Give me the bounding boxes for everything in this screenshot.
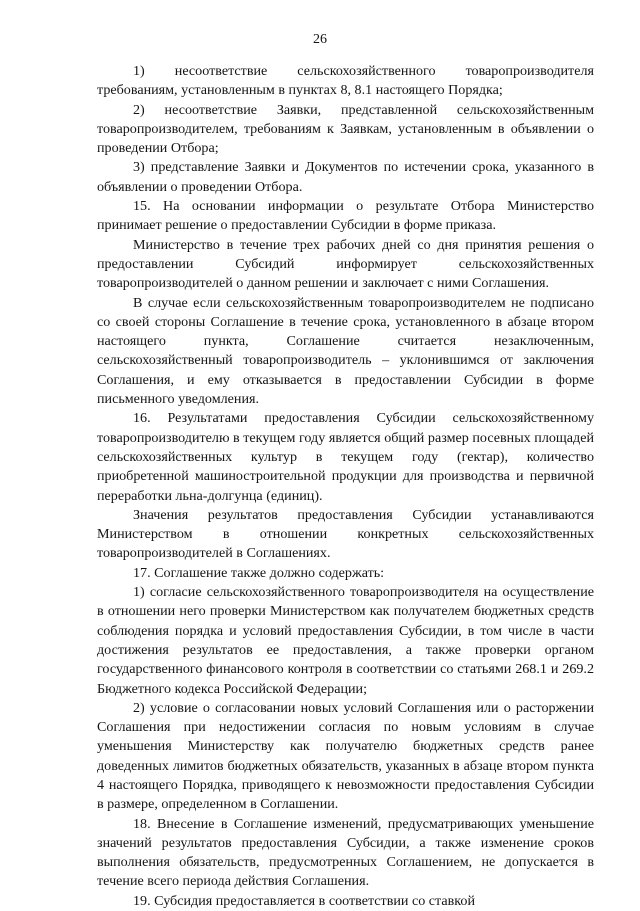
paragraph-item-16: 16. Результатами предоставления Субсидии сельскохозяйственному товаропроизводителю в текущем году является общий размер посевных площадей сельскохозяйственных культур в текущем году (гектар), количество приобретенной машиностроительной продукции для производства и первичной переработки льна-долгунца (единиц). (97, 410, 594, 504)
paragraph-item-19: 19. Субсидия предоставляется в соответствии со ставкой (133, 892, 476, 909)
paragraph-condition: 2) условие о согласовании новых условий Соглашения или о расторжении Соглашения при недостижении согласия по новым условиям в случае уменьшения Министерству как получателю бюджетных средств ранее доведенных лимитов бюджетных обязательств, указанных в абзаце втором пункта 4 настоящего Порядка, приводящего к невозможности предоставления Субсидии в размере, определенном в Соглашении. (97, 699, 594, 813)
paragraph-item-15: 15. На основании информации о результате Отбора Министерство принимает решение о предоставлении Субсидии в форме приказа. (97, 198, 594, 234)
paragraph-item-18: 18. Внесение в Соглашение изменений, предусматривающих уменьшение значений результатов предоставления Субсидии, а также изменение сроков выполнения обязательств, предусмотренных Соглашением, не допускается в течение всего периода действия Соглашения. (97, 815, 594, 890)
paragraph-reason-1: 1) несоответствие сельскохозяйственного товаропроизводителя требованиям, установленным в пунктах 8, 8.1 настоящего Порядка; (97, 63, 594, 99)
paragraph-reason-2: 2) несоответствие Заявки, представленной сельскохозяйственным товаропроизводителем, требованиям к Заявкам, установленным в объявлении о проведении Отбора; (97, 101, 594, 157)
page-number: 26 (313, 32, 327, 47)
paragraph-ministry-decision: Министерство в течение трех рабочих дней со дня принятия решения о предоставлении Субсидий информирует сельскохозяйственных товаропроизводителей о данном решении и заключает с ними Соглашения. (97, 236, 594, 292)
paragraph-result-values: Значения результатов предоставления Субсидии устанавливаются Министерством в отношении конкретных сельскохозяйственных товаропроизводителей в Соглашениях. (97, 506, 594, 562)
paragraph-consent: 1) согласие сельскохозяйственного товаропроизводителя на осуществление в отношении него проверки Министерством как получателем бюджетных средств соблюдения порядка и условий предоставления Субсидии, в том числе в части достижения результатов ее предоставления, а также проверки органом государственного финансового контроля в соответствии со статьями 268.1 и 269.2 Бюджетного кодекса Российской Федерации; (97, 584, 594, 697)
paragraph-item-17: 17. Соглашение также должно содержать: (133, 564, 385, 581)
paragraph-unsigned-agreement: В случае если сельскохозяйственным товаропроизводителем не подписано со своей стороны Соглашение в течение срока, установленного в абзаце втором настоящего пункта, Соглашение считается незаключенным, сельскохозяйственный товаропроизводитель – уклонившимся от заключения Соглашения, и ему отказывается в предоставлении Субсидии в форме письменного уведомления. (97, 294, 594, 408)
paragraph-reason-3: 3) представление Заявки и Документов по истечении срока, указанного в объявлении о проведении Отбора. (97, 159, 594, 195)
document-body (97, 62, 594, 911)
